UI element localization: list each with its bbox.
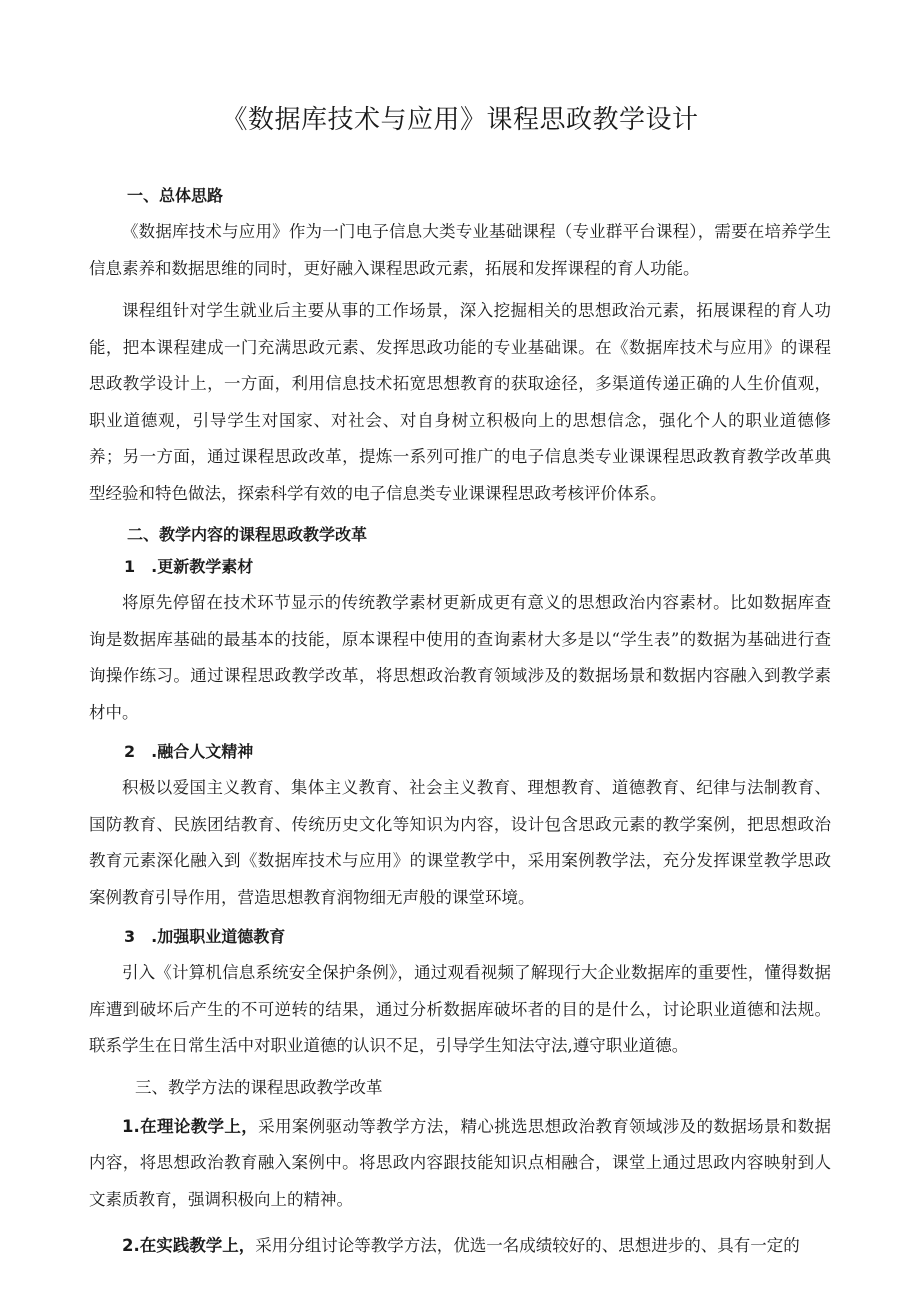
section-3-method-1-lead: 1.在理论教学上，	[122, 1116, 259, 1136]
section-2-item-1-heading: 1 .更新教学素材	[124, 557, 254, 576]
section-2-item-2-text: 积极以爱国主义教育、集体主义教育、社会主义教育、理想教育、道德教育、纪律与法制教育、国防教育、民族团结教育、传统历史文化等知识为内容，设计包含思政元素的教学案例，把思想政治教育元素深化融入到《数据库技术与应用》的课堂教学中，采用案例教学法，充分发挥课堂教学思政案例教育引导作用，营造思想教育润物细无声般的课堂环境。	[89, 778, 831, 907]
section-1-heading: 一、总体思路	[127, 186, 224, 205]
section-1-paragraph-2: 课程组针对学生就业后主要从事的工作场景，深入挖掘相关的思想政治元素，拓展课程的育人功能，把本课程建成一门充满思政元素、发挥思政功能的专业基础课。在《数据库技术与应用》的课程思政教学设计上，一方面，利用信息技术拓宽思想教育的获取途径，多渠道传递正确的人生价值观，职业道德观，引导学生对国家、对社会、对自身树立积极向上的思想信念，强化个人的职业道德修养；另一方面，通过课程思政改革，提炼一系列可推广的电子信息类专业课课程思政教育教学改革典型经验和特色做法，探索科学有效的电子信息类专业课课程思政考核评价体系。	[89, 301, 831, 503]
section-2-item-1-text: 将原先停留在技术环节显示的传统教学素材更新成更有意义的思想政治内容素材。比如数据库查询是数据库基础的最基本的技能，原本课程中使用的查询素材大多是以“学生表”的数据为基础进行查询操作练习。通过课程思政教学改革，将思想政治教育领域涉及的数据场景和数据内容融入到教学素材中。	[89, 593, 831, 722]
section-3-method-1-text: 采用案例驱动等教学方法，精心挑选思想政治教育领域涉及的数据场景和数据内容，将思想政治教育融入案例中。将思政内容跟技能知识点相融合，课堂上通过思政内容映射到人文素质教育，强调积极向上的精神。	[89, 1116, 832, 1209]
section-1-paragraph-1: 《数据库技术与应用》作为一门电子信息大类专业基础课程（专业群平台课程），需要在培养学生信息素养和数据思维的同时，更好融入课程思政元素，拓展和发挥课程的育人功能。	[89, 222, 831, 278]
section-2-item-2-heading: 2 .融合人文精神	[124, 742, 254, 761]
document-title: 《数据库技术与应用》课程思政教学设计	[221, 105, 699, 135]
section-3-heading: 三、教学方法的课程思政教学改革	[135, 1077, 383, 1097]
section-3-method-2-text: 采用分组讨论等教学方法，优选一名成绩较好的、思想进步的、具有一定的	[255, 1236, 800, 1255]
section-2-item-3-text: 引入《计算机信息系统安全保护条例》，通过观看视频了解现行大企业数据库的重要性，懂得数据库遭到破坏后产生的不可逆转的结果，通过分析数据库破坏者的目的是什么，讨论职业道德和法规。联系学生在日常生活中对职业道德的认识不足，引导学生知法守法,遵守职业道德。	[89, 963, 831, 1055]
document-body	[89, 185, 831, 1265]
section-3-method-1	[89, 1109, 831, 1219]
section-3-method-2	[89, 1228, 831, 1265]
section-3-method-2-lead: 2.在实践教学上，	[122, 1236, 256, 1255]
section-2-heading: 二、教学内容的课程思政教学改革	[127, 525, 368, 544]
section-2-item-3-heading: 3 .加强职业道德教育	[124, 927, 286, 946]
